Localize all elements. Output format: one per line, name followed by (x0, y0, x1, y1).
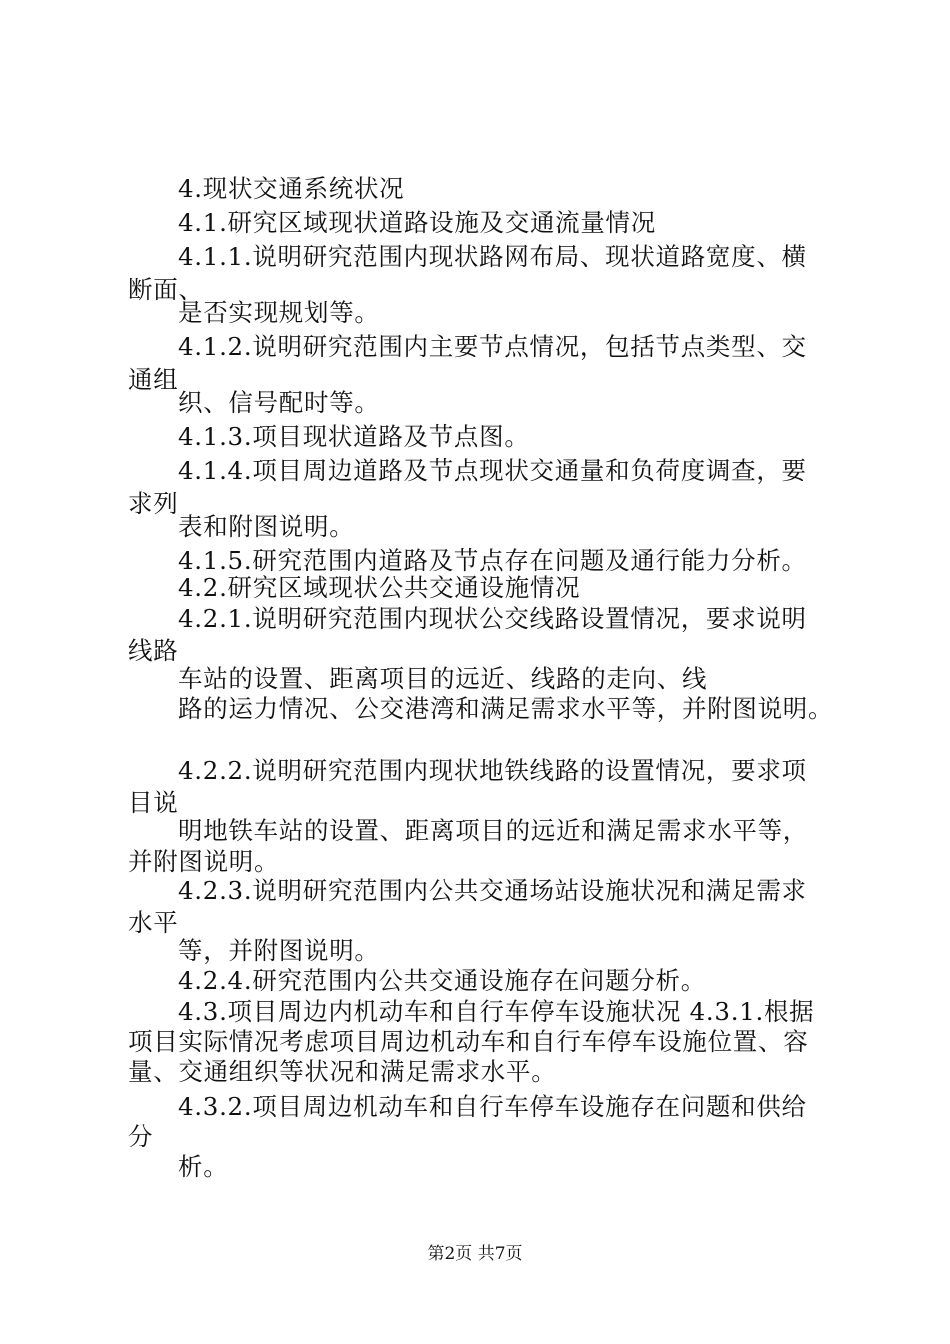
item-4-1-5: 4.1.5.研究范围内道路及节点存在问题及通行能力分析。 (178, 546, 807, 575)
item-4-3-line3: 量、交通组织等状况和满足需求水平。 (128, 1057, 557, 1086)
item-4-2-1-line2: 线路 (128, 636, 179, 665)
item-4-2-1-line1: 4.2.1.说明研究范围内现状公交线路设置情况，要求说明 (178, 604, 807, 633)
item-4-1-2-line3: 织、信号配时等。 (178, 388, 380, 417)
item-4-1-1-line1: 4.1.1.说明研究范围内现状路网布局、现状道路宽度、横 (178, 242, 807, 271)
item-4-2-4: 4.2.4.研究范围内公共交通设施存在问题分析。 (178, 966, 706, 995)
item-4-1-1-line2: 断面、 (128, 275, 204, 304)
item-4-2-1-line3: 车站的设置、距离项目的远近、线路的走向、线 (178, 664, 708, 693)
item-4-2-3-line2: 水平 (128, 908, 179, 937)
item-4-1-4-line1: 4.1.4.项目周边道路及节点现状交通量和负荷度调查，要 (178, 456, 807, 485)
item-4-1-2-line1: 4.1.2.说明研究范围内主要节点情况，包括节点类型、交 (178, 332, 807, 361)
item-4-1-1-line3: 是否实现规划等。 (178, 298, 380, 327)
item-4-3-2-line2: 分 (128, 1122, 154, 1151)
item-4-2-2-line4: 并附图说明。 (128, 847, 280, 876)
item-4-3-line2: 项目实际情况考虑项目周边机动车和自行车停车设施位置、容 (128, 1027, 809, 1056)
item-4-2-1-line4: 路的运力情况、公交港湾和满足需求水平等，并附图说明。 (178, 694, 834, 723)
heading-4-2: 4.2.研究区域现状公共交通设施情况 (178, 573, 581, 602)
item-4-1-4-line2: 求列 (128, 489, 179, 518)
item-4-3-2-line1: 4.3.2.项目周边机动车和自行车停车设施存在问题和供给 (178, 1092, 807, 1121)
item-4-1-2-line2: 通组 (128, 365, 179, 394)
item-4-2-2-line2: 目说 (128, 788, 179, 817)
heading-4: 4.现状交通系统状况 (178, 174, 405, 203)
item-4-2-2-line1: 4.2.2.说明研究范围内现状地铁线路的设置情况，要求项 (178, 756, 807, 785)
heading-4-1: 4.1.研究区域现状道路设施及交通流量情况 (178, 208, 656, 237)
item-4-3-line1: 4.3.项目周边内机动车和自行车停车设施状况 4.3.1.根据 (178, 997, 815, 1026)
item-4-1-3: 4.1.3.项目现状道路及节点图。 (178, 422, 530, 451)
item-4-2-3-line1: 4.2.3.说明研究范围内公共交通场站设施状况和满足需求 (178, 876, 807, 905)
page-number-footer: 第2页 共7页 (427, 1244, 523, 1264)
item-4-2-3-line3: 等，并附图说明。 (178, 936, 380, 965)
item-4-3-2-line3: 析。 (178, 1152, 229, 1181)
item-4-1-4-line3: 表和附图说明。 (178, 512, 355, 541)
item-4-2-2-line3: 明地铁车站的设置、距离项目的远近和满足需求水平等， (178, 816, 808, 845)
